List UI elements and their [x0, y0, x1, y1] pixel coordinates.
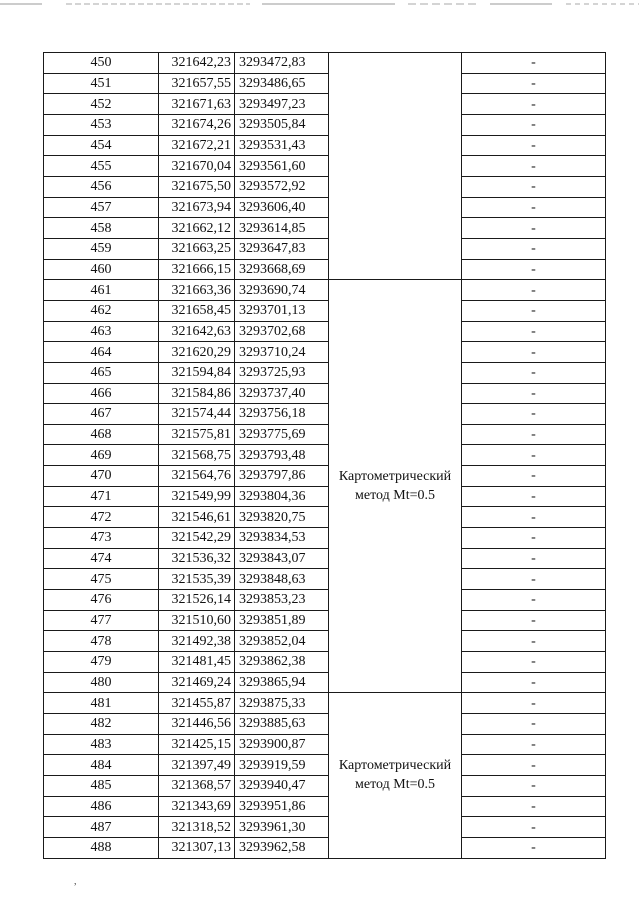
table-row [44, 610, 606, 631]
point-number-cell: 458 [44, 218, 159, 239]
y-coordinate-cell: 3293834,53 [235, 528, 329, 549]
x-coordinate-cell: 321658,45 [159, 300, 235, 321]
table-row [44, 672, 606, 693]
x-coordinate-cell: 321455,87 [159, 693, 235, 714]
note-cell: - [462, 259, 606, 280]
note-cell: - [462, 342, 606, 363]
note-cell: - [462, 693, 606, 714]
table-row [44, 734, 606, 755]
y-coordinate-cell: 3293865,94 [235, 672, 329, 693]
y-coordinate-cell: 3293862,38 [235, 652, 329, 673]
page-top-edge-marks [0, 0, 639, 12]
x-coordinate-cell: 321526,14 [159, 590, 235, 611]
table-row [44, 73, 606, 94]
x-coordinate-cell: 321446,56 [159, 714, 235, 735]
y-coordinate-cell: 3293486,65 [235, 73, 329, 94]
x-coordinate-cell: 321670,04 [159, 156, 235, 177]
note-cell: - [462, 94, 606, 115]
point-number-cell: 488 [44, 837, 159, 858]
note-cell: - [462, 528, 606, 549]
table-row [44, 383, 606, 404]
x-coordinate-cell: 321620,29 [159, 342, 235, 363]
point-number-cell: 487 [44, 817, 159, 838]
point-number-cell: 475 [44, 569, 159, 590]
y-coordinate-cell: 3293940,47 [235, 775, 329, 796]
point-number-cell: 486 [44, 796, 159, 817]
table-row [44, 53, 606, 74]
note-cell: - [462, 404, 606, 425]
method-cell [329, 53, 462, 280]
x-coordinate-cell: 321575,81 [159, 424, 235, 445]
y-coordinate-cell: 3293919,59 [235, 755, 329, 776]
x-coordinate-cell: 321536,32 [159, 548, 235, 569]
note-cell: - [462, 197, 606, 218]
y-coordinate-cell: 3293647,83 [235, 238, 329, 259]
x-coordinate-cell: 321481,45 [159, 652, 235, 673]
x-coordinate-cell: 321672,21 [159, 135, 235, 156]
y-coordinate-cell: 3293668,69 [235, 259, 329, 280]
table-row [44, 714, 606, 735]
x-coordinate-cell: 321510,60 [159, 610, 235, 631]
x-coordinate-cell: 321546,61 [159, 507, 235, 528]
method-cell [329, 280, 462, 693]
note-cell: - [462, 755, 606, 776]
y-coordinate-cell: 3293531,43 [235, 135, 329, 156]
y-coordinate-cell: 3293820,75 [235, 507, 329, 528]
note-cell: - [462, 548, 606, 569]
y-coordinate-cell: 3293900,87 [235, 734, 329, 755]
table-row [44, 466, 606, 487]
note-cell: - [462, 466, 606, 487]
point-number-cell: 466 [44, 383, 159, 404]
x-coordinate-cell: 321584,86 [159, 383, 235, 404]
point-number-cell: 450 [44, 53, 159, 74]
y-coordinate-cell: 3293851,89 [235, 610, 329, 631]
method-text-line: Картометрический [338, 469, 452, 485]
point-number-cell: 451 [44, 73, 159, 94]
y-coordinate-cell: 3293804,36 [235, 486, 329, 507]
x-coordinate-cell: 321662,12 [159, 218, 235, 239]
note-cell: - [462, 238, 606, 259]
note-cell: - [462, 280, 606, 301]
table-row [44, 342, 606, 363]
x-coordinate-cell: 321318,52 [159, 817, 235, 838]
note-cell: - [462, 156, 606, 177]
point-number-cell: 484 [44, 755, 159, 776]
method-text-line: Картометрический [338, 758, 452, 774]
method-text-line: метод Mt=0.5 [355, 777, 435, 793]
point-number-cell: 463 [44, 321, 159, 342]
y-coordinate-cell: 3293614,85 [235, 218, 329, 239]
x-coordinate-cell: 321642,23 [159, 53, 235, 74]
x-coordinate-cell: 321674,26 [159, 114, 235, 135]
x-coordinate-cell: 321663,25 [159, 238, 235, 259]
point-number-cell: 455 [44, 156, 159, 177]
note-cell: - [462, 486, 606, 507]
table-row [44, 569, 606, 590]
table-row [44, 197, 606, 218]
point-number-cell: 470 [44, 466, 159, 487]
point-number-cell: 462 [44, 300, 159, 321]
coordinates-table-body [44, 53, 606, 859]
y-coordinate-cell: 3293505,84 [235, 114, 329, 135]
y-coordinate-cell: 3293951,86 [235, 796, 329, 817]
point-number-cell: 472 [44, 507, 159, 528]
point-number-cell: 468 [44, 424, 159, 445]
point-number-cell: 483 [44, 734, 159, 755]
point-number-cell: 454 [44, 135, 159, 156]
point-number-cell: 479 [44, 652, 159, 673]
y-coordinate-cell: 3293701,13 [235, 300, 329, 321]
point-number-cell: 474 [44, 548, 159, 569]
table-row [44, 528, 606, 549]
point-number-cell: 460 [44, 259, 159, 280]
table-row [44, 362, 606, 383]
note-cell: - [462, 362, 606, 383]
note-cell: - [462, 114, 606, 135]
table-row [44, 631, 606, 652]
note-cell: - [462, 445, 606, 466]
table-row [44, 156, 606, 177]
x-coordinate-cell: 321368,57 [159, 775, 235, 796]
note-cell: - [462, 135, 606, 156]
y-coordinate-cell: 3293756,18 [235, 404, 329, 425]
page-footer-mark: , [74, 876, 77, 887]
x-coordinate-cell: 321425,15 [159, 734, 235, 755]
x-coordinate-cell: 321666,15 [159, 259, 235, 280]
y-coordinate-cell: 3293793,48 [235, 445, 329, 466]
table-row [44, 114, 606, 135]
note-cell: - [462, 176, 606, 197]
point-number-cell: 453 [44, 114, 159, 135]
x-coordinate-cell: 321594,84 [159, 362, 235, 383]
x-coordinate-cell: 321642,63 [159, 321, 235, 342]
point-number-cell: 471 [44, 486, 159, 507]
point-number-cell: 473 [44, 528, 159, 549]
y-coordinate-cell: 3293725,93 [235, 362, 329, 383]
table-row [44, 238, 606, 259]
table-row [44, 693, 606, 714]
table-row [44, 176, 606, 197]
point-number-cell: 464 [44, 342, 159, 363]
x-coordinate-cell: 321542,29 [159, 528, 235, 549]
point-number-cell: 478 [44, 631, 159, 652]
table-row [44, 548, 606, 569]
y-coordinate-cell: 3293702,68 [235, 321, 329, 342]
note-cell: - [462, 218, 606, 239]
point-number-cell: 485 [44, 775, 159, 796]
point-number-cell: 481 [44, 693, 159, 714]
note-cell: - [462, 714, 606, 735]
y-coordinate-cell: 3293843,07 [235, 548, 329, 569]
y-coordinate-cell: 3293852,04 [235, 631, 329, 652]
x-coordinate-cell: 321657,55 [159, 73, 235, 94]
table-row [44, 404, 606, 425]
point-number-cell: 467 [44, 404, 159, 425]
table-row [44, 817, 606, 838]
y-coordinate-cell: 3293472,83 [235, 53, 329, 74]
note-cell: - [462, 796, 606, 817]
note-cell: - [462, 631, 606, 652]
y-coordinate-cell: 3293962,58 [235, 837, 329, 858]
coordinates-table [43, 52, 606, 859]
y-coordinate-cell: 3293875,33 [235, 693, 329, 714]
point-number-cell: 456 [44, 176, 159, 197]
table-row [44, 796, 606, 817]
point-number-cell: 480 [44, 672, 159, 693]
note-cell: - [462, 53, 606, 74]
note-cell: - [462, 817, 606, 838]
note-cell: - [462, 383, 606, 404]
note-cell: - [462, 590, 606, 611]
x-coordinate-cell: 321397,49 [159, 755, 235, 776]
note-cell: - [462, 652, 606, 673]
x-coordinate-cell: 321535,39 [159, 569, 235, 590]
y-coordinate-cell: 3293797,86 [235, 466, 329, 487]
y-coordinate-cell: 3293497,23 [235, 94, 329, 115]
note-cell: - [462, 73, 606, 94]
note-cell: - [462, 569, 606, 590]
x-coordinate-cell: 321492,38 [159, 631, 235, 652]
x-coordinate-cell: 321663,36 [159, 280, 235, 301]
y-coordinate-cell: 3293710,24 [235, 342, 329, 363]
note-cell: - [462, 775, 606, 796]
table-row [44, 259, 606, 280]
y-coordinate-cell: 3293775,69 [235, 424, 329, 445]
table-row [44, 280, 606, 301]
table-row [44, 135, 606, 156]
note-cell: - [462, 507, 606, 528]
note-cell: - [462, 321, 606, 342]
table-row [44, 321, 606, 342]
table-row [44, 424, 606, 445]
point-number-cell: 461 [44, 280, 159, 301]
table-row [44, 507, 606, 528]
note-cell: - [462, 424, 606, 445]
y-coordinate-cell: 3293737,40 [235, 383, 329, 404]
x-coordinate-cell: 321307,13 [159, 837, 235, 858]
x-coordinate-cell: 321675,50 [159, 176, 235, 197]
note-cell: - [462, 734, 606, 755]
x-coordinate-cell: 321673,94 [159, 197, 235, 218]
table-row [44, 218, 606, 239]
point-number-cell: 469 [44, 445, 159, 466]
method-text-line: метод Mt=0.5 [355, 488, 435, 504]
method-cell [329, 693, 462, 858]
x-coordinate-cell: 321343,69 [159, 796, 235, 817]
y-coordinate-cell: 3293961,30 [235, 817, 329, 838]
point-number-cell: 465 [44, 362, 159, 383]
y-coordinate-cell: 3293885,63 [235, 714, 329, 735]
table-row [44, 652, 606, 673]
table-row [44, 837, 606, 858]
note-cell: - [462, 672, 606, 693]
table-row [44, 590, 606, 611]
y-coordinate-cell: 3293853,23 [235, 590, 329, 611]
x-coordinate-cell: 321671,63 [159, 94, 235, 115]
y-coordinate-cell: 3293572,92 [235, 176, 329, 197]
x-coordinate-cell: 321564,76 [159, 466, 235, 487]
table-row [44, 445, 606, 466]
x-coordinate-cell: 321574,44 [159, 404, 235, 425]
note-cell: - [462, 300, 606, 321]
point-number-cell: 477 [44, 610, 159, 631]
y-coordinate-cell: 3293690,74 [235, 280, 329, 301]
x-coordinate-cell: 321469,24 [159, 672, 235, 693]
note-cell: - [462, 610, 606, 631]
point-number-cell: 452 [44, 94, 159, 115]
table-row [44, 486, 606, 507]
table-row [44, 94, 606, 115]
point-number-cell: 482 [44, 714, 159, 735]
note-cell: - [462, 837, 606, 858]
y-coordinate-cell: 3293561,60 [235, 156, 329, 177]
y-coordinate-cell: 3293848,63 [235, 569, 329, 590]
table-row [44, 300, 606, 321]
x-coordinate-cell: 321549,99 [159, 486, 235, 507]
table-row [44, 775, 606, 796]
table-row [44, 755, 606, 776]
point-number-cell: 459 [44, 238, 159, 259]
point-number-cell: 457 [44, 197, 159, 218]
point-number-cell: 476 [44, 590, 159, 611]
x-coordinate-cell: 321568,75 [159, 445, 235, 466]
y-coordinate-cell: 3293606,40 [235, 197, 329, 218]
